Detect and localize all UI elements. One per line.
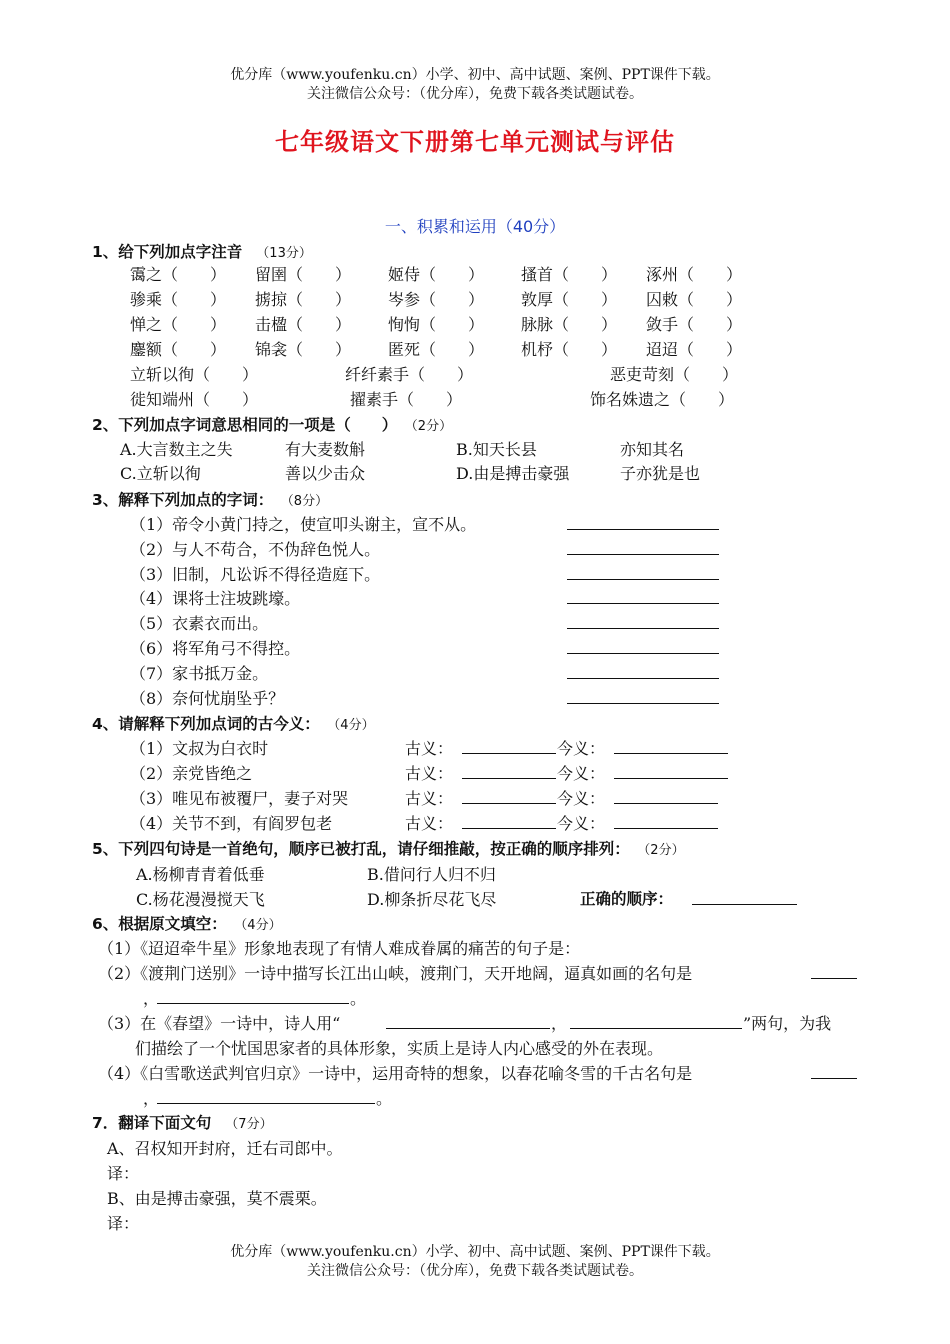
q4-jin-label: 今义： xyxy=(557,739,606,758)
q3-answer-blank[interactable] xyxy=(567,653,719,654)
q6-line-2: （2）《渡荆门送别》一诗中描写长江出山峡，渡荆门，天开地阔，逼真如画的名句是 xyxy=(98,964,693,983)
q2-option-c-pair: 善以少击众 xyxy=(285,464,366,483)
q1-item: 迢迢（ ） xyxy=(646,340,743,359)
q3-item: （4）课将士注坡跳壕。 xyxy=(130,589,301,608)
q1-item: 涿州（ ） xyxy=(646,265,743,284)
q7-heading: 7．翻译下面文句 （7分） xyxy=(92,1114,273,1132)
header-line-1: 优分库（www.youfenku.cn）小学、初中、高中试题、案例、PPT课件下载。 xyxy=(230,67,720,83)
q1-item: 立斩以徇（ ） xyxy=(130,365,259,384)
footer-line-1: 优分库（www.youfenku.cn）小学、初中、高中试题、案例、PPT课件下载。 xyxy=(230,1244,720,1260)
header-line-2: 关注微信公众号：（优分库），免费下载各类试题试卷。 xyxy=(307,86,643,102)
q2-option-d-pair: 子亦犹是也 xyxy=(620,464,701,483)
q3-item: （6）将军角弓不得控。 xyxy=(130,639,301,658)
footer-line-2: 关注微信公众号：（优分库），免费下载各类试题试卷。 xyxy=(307,1263,643,1279)
q3-answer-blank[interactable] xyxy=(567,554,719,555)
q6-comma: ， xyxy=(551,1014,568,1033)
q3-answer-blank[interactable] xyxy=(567,603,719,604)
q1-item: 搔首（ ） xyxy=(521,265,618,284)
q1-item: 脉脉（ ） xyxy=(521,315,618,334)
q1-item: 锦衾（ ） xyxy=(255,340,352,359)
q3-item: （1）帝令小黄门持之，使宣叩头谢主，宣不从。 xyxy=(130,515,477,534)
section-heading: 一、积累和运用（40分） xyxy=(384,217,566,236)
q4-item: （4）关节不到，有阎罗包老 xyxy=(130,814,333,833)
q3-item: （8）奈何忧崩坠乎？ xyxy=(130,689,285,708)
q6-comma: ， xyxy=(143,1089,160,1108)
q2-option-b-pair: 亦知其名 xyxy=(620,440,685,459)
q6-blank[interactable] xyxy=(811,1078,857,1079)
q2-heading: 2、下列加点字词意思相同的一项是（ ） （2分） xyxy=(92,416,453,434)
q1-item: 姬侍（ ） xyxy=(388,265,485,284)
q4-item: （1）文叔为白衣时 xyxy=(130,739,269,758)
q4-gu-blank[interactable] xyxy=(462,753,556,754)
q4-gu-blank[interactable] xyxy=(462,803,556,804)
q2-option-a: A.大言数主之失 xyxy=(120,440,233,459)
q6-line-3-cont: 们描绘了一个忧国思家者的具体形象，实质上是诗人内心感受的外在表现。 xyxy=(135,1039,664,1058)
q6-line-1: （1）《迢迢牵牛星》形象地表现了有情人难成眷属的痛苦的句子是： xyxy=(98,939,581,958)
q6-line-3: （3）在《春望》一诗中，诗人用“ xyxy=(98,1014,341,1033)
q4-jin-blank[interactable] xyxy=(614,828,718,829)
q4-item: （3）唯见布被覆尸，妻子对哭 xyxy=(130,789,349,808)
q2-option-a-pair: 有大麦数斛 xyxy=(285,440,366,459)
q7-translate-label: 译： xyxy=(107,1214,140,1233)
q6-line-4: （4）《白雪歌送武判官归京》一诗中，运用奇特的想象，以春花喻冬雪的千古名句是 xyxy=(98,1064,693,1083)
q6-period: 。 xyxy=(350,989,367,1008)
q4-item: （2）亲党皆绝之 xyxy=(130,764,253,783)
q6-comma: ， xyxy=(143,989,160,1008)
q1-item: 纤纤素手（ ） xyxy=(345,365,474,384)
q5-order-label: 正确的顺序： xyxy=(580,890,674,908)
q6-blank[interactable] xyxy=(157,1103,375,1104)
q5-line-c: C.杨花漫漫搅天飞 xyxy=(136,890,265,909)
q3-answer-blank[interactable] xyxy=(567,579,719,580)
q1-item: 掳掠（ ） xyxy=(255,290,352,309)
q4-jin-blank[interactable] xyxy=(614,778,728,779)
q6-blank[interactable] xyxy=(386,1028,550,1029)
q1-item: 留圉（ ） xyxy=(255,265,352,284)
q6-line-3-end: ”两句，为我 xyxy=(743,1014,832,1033)
q3-answer-blank[interactable] xyxy=(567,703,719,704)
q3-answer-blank[interactable] xyxy=(567,628,719,629)
q4-gu-blank[interactable] xyxy=(462,828,556,829)
q4-jin-blank[interactable] xyxy=(614,803,718,804)
q1-item: 徙知端州（ ） xyxy=(130,390,259,409)
q6-blank[interactable] xyxy=(811,978,857,979)
q6-heading: 6、根据原文填空： （4分） xyxy=(92,915,282,933)
q4-gu-blank[interactable] xyxy=(462,778,556,779)
q4-gu-label: 古义： xyxy=(405,739,454,758)
q4-jin-label: 今义： xyxy=(557,814,606,833)
q4-gu-label: 古义： xyxy=(405,814,454,833)
page-title: 七年级语文下册第七单元测试与评估 xyxy=(275,128,675,156)
q3-item: （2）与人不苟合，不伪辞色悦人。 xyxy=(130,540,381,559)
q2-option-d: D.由是搏击豪强 xyxy=(456,464,570,483)
q1-item: 惮之（ ） xyxy=(130,315,227,334)
q3-answer-blank[interactable] xyxy=(567,529,719,530)
q1-item: 机杼（ ） xyxy=(521,340,618,359)
q7-sentence-a: A、召权知开封府，迁右司郎中。 xyxy=(107,1139,343,1158)
q4-gu-label: 古义： xyxy=(405,764,454,783)
q5-order-blank[interactable] xyxy=(692,904,797,905)
q5-heading: 5、下列四句诗是一首绝句，顺序已被打乱，请仔细推敲，按正确的顺序排列： （2分） xyxy=(92,840,685,858)
q2-option-b: B.知天长县 xyxy=(456,440,537,459)
q4-jin-label: 今义： xyxy=(557,764,606,783)
q3-heading: 3、解释下列加点的字词： （8分） xyxy=(92,491,329,509)
q2-option-c: C.立斩以徇 xyxy=(120,464,201,483)
q1-item: 鏖额（ ） xyxy=(130,340,227,359)
q4-heading: 4、请解释下列加点词的古今义： （4分） xyxy=(92,715,375,733)
q3-answer-blank[interactable] xyxy=(567,678,719,679)
q1-item: 敦厚（ ） xyxy=(521,290,618,309)
q1-item: 骖乘（ ） xyxy=(130,290,227,309)
q3-item: （3）旧制，凡讼诉不得径造庭下。 xyxy=(130,565,381,584)
q1-item: 囚敕（ ） xyxy=(646,290,743,309)
q4-gu-label: 古义： xyxy=(405,789,454,808)
q1-item: 岑参（ ） xyxy=(388,290,485,309)
q1-item: 恶吏苛刻（ ） xyxy=(610,365,739,384)
q6-blank[interactable] xyxy=(157,1003,349,1004)
q1-item: 击楹（ ） xyxy=(255,315,352,334)
q7-translate-label: 译： xyxy=(107,1164,140,1183)
q5-line-a: A.杨柳青青着低垂 xyxy=(136,865,265,884)
q1-item: 匿死（ ） xyxy=(388,340,485,359)
q1-heading: 1、给下列加点字注音 （13分） xyxy=(92,243,312,261)
q1-item: 擢素手（ ） xyxy=(350,390,463,409)
q1-item: 恂恂（ ） xyxy=(388,315,485,334)
q3-item: （5）衣素衣而出。 xyxy=(130,614,269,633)
q6-blank[interactable] xyxy=(570,1028,742,1029)
q4-jin-label: 今义： xyxy=(557,789,606,808)
q6-period: 。 xyxy=(376,1089,393,1108)
q4-jin-blank[interactable] xyxy=(614,753,728,754)
q3-item: （7）家书抵万金。 xyxy=(130,664,269,683)
q1-item: 霭之（ ） xyxy=(130,265,227,284)
q1-item: 敛手（ ） xyxy=(646,315,743,334)
q1-item: 饰名姝遗之（ ） xyxy=(590,390,735,409)
q5-line-b: B.借问行人归不归 xyxy=(367,865,496,884)
q5-line-d: D.柳条折尽花飞尽 xyxy=(367,890,497,909)
q7-sentence-b: B、由是搏击豪强，莫不震栗。 xyxy=(107,1189,327,1208)
